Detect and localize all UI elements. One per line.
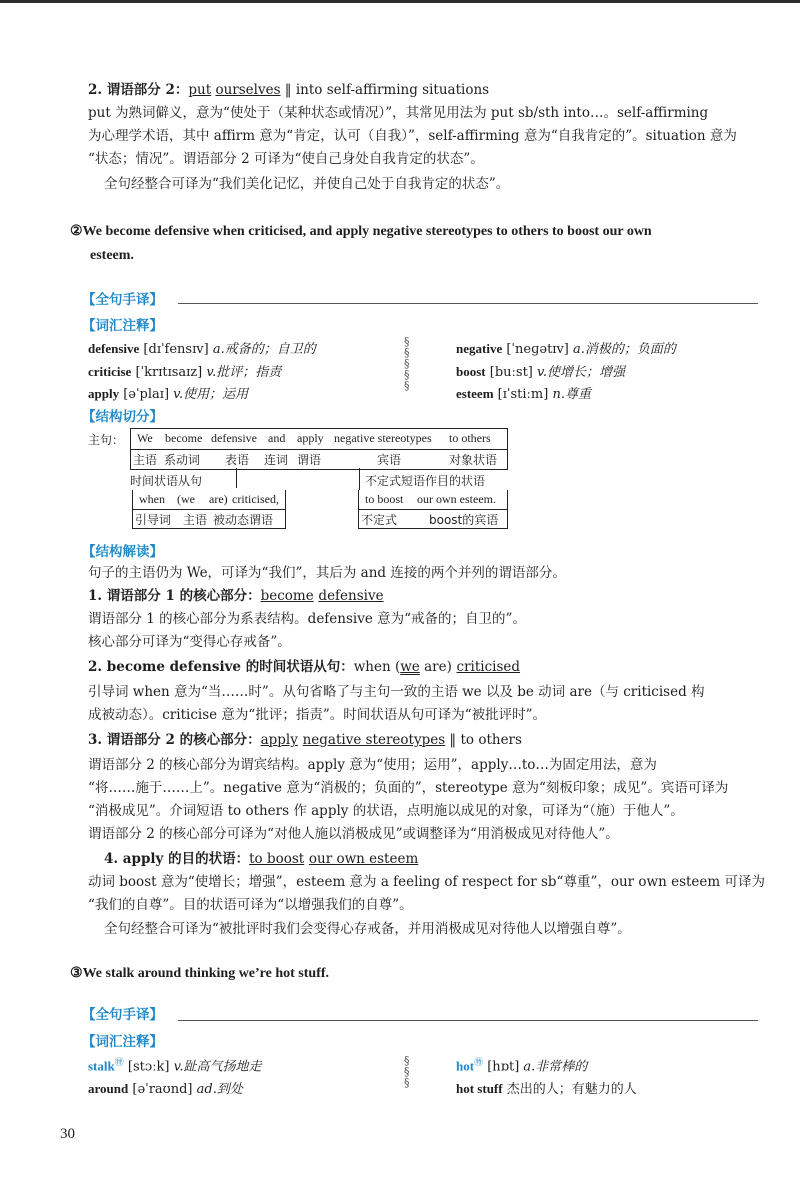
role-label: 引导词 [135, 513, 172, 527]
paragraph-line: 成被动态）。criticise 意为“批评；指责”。时间状语从句可译为“被批评时”。 [88, 707, 547, 723]
paragraph-line: 动词 boost 意为“使增长；增强”，esteem 意为 a feeling of respect for sb“尊重”，our own esteem 可译为 [88, 874, 766, 890]
paragraph-line: “将……施于……上”。negative 意为“消极的；负面的”，stereotype 意为“刻板印象；成见”。宾语可译为 [88, 780, 729, 796]
tag-structure-reading: 【结构解读】 [82, 544, 163, 560]
token: We [137, 431, 153, 445]
token: when [139, 492, 165, 506]
connector-line [236, 468, 237, 488]
paragraph-line: “消极成见”。介词短语 to others 作 apply 的状语，点明施以成见的对象，可译为“（施）于他人”。 [88, 803, 684, 819]
paragraph-line: put 为熟词僻义，意为“使处于（某种状态或情况）”，其常见用法为 put sb/sth into…。self-affirming [88, 105, 709, 121]
squiggle-divider: § § § § § [404, 335, 409, 392]
token: and [268, 431, 286, 445]
token: criticised, [232, 492, 279, 506]
paragraph-line: 句子的主语仍为 We，可译为“我们”，其后为 and 连接的两个并列的谓语部分。 [88, 565, 566, 581]
token: are) [209, 492, 228, 506]
sentence-2-line-2: esteem. [90, 248, 134, 263]
token: to others [449, 431, 491, 445]
role-label: 不定式 [361, 513, 398, 527]
paragraph-line: 谓语部分 1 的核心部分为系表结构。defensive 意为“戒备的；自卫的”。 [88, 611, 526, 627]
paragraph-line: 谓语部分 2 的核心部分可译为“对他人施以消极成见”或调整译为“用消极成见对待他人”。 [88, 826, 619, 842]
tag-vocabulary: 【词汇注释】 [82, 1034, 163, 1050]
token: our own esteem. [417, 492, 496, 506]
vocab-entry: hot㊕ [hɒt] a.非常棒的 [456, 1058, 588, 1075]
vocab-entry: negative [ˈneɡətɪv] a.消极的；负面的 [456, 341, 676, 357]
tag-full-translation: 【全句手译】 [82, 292, 163, 308]
vocab-entry: esteem [ɪˈstiːm] n.尊重 [456, 386, 591, 402]
role-label: 被动态谓语 [213, 513, 274, 527]
page-number: 30 [60, 1126, 75, 1142]
role-label: 谓语 [297, 453, 322, 467]
vocab-entry: around [əˈraʊnd] ad.到处 [88, 1081, 243, 1097]
token: defensive [211, 431, 257, 445]
role-divider [133, 509, 285, 510]
paragraph-line: “状态；情况”。谓语部分 2 可译为“使自己身处自我肯定的状态”。 [88, 151, 484, 167]
time-clause-box [132, 490, 286, 529]
summary-line: 全句经整合可译为“被批评时我们会变得心存戒备，并用消极成见对待他人以增强自尊”。 [104, 921, 631, 937]
vocab-entry: defensive [dɪˈfensɪv] a.戒备的；自卫的 [88, 341, 316, 357]
translation-answer-line[interactable] [178, 1020, 758, 1021]
role-label: boost的宾语 [429, 513, 499, 527]
paragraph-line: 为心理学术语，其中 affirm 意为“肯定，认可（自我）”，self-affirming 意为“自我肯定的”。situation 意为 [88, 128, 737, 144]
tag-full-translation: 【全句手译】 [82, 1007, 163, 1023]
role-label: 宾语 [377, 453, 402, 467]
tag-structure-split: 【结构切分】 [82, 409, 163, 425]
role-label: 对象状语 [449, 453, 498, 467]
sentence-3: ③We stalk around thinking we’re hot stuff. [70, 966, 330, 981]
token: to boost [365, 492, 404, 506]
paragraph-line: 引导词 when 意为“当……时”。从句省略了与主句一致的主语 we 以及 be 动词 are（与 criticised 构 [88, 684, 705, 700]
squiggle-divider: § § § [404, 1054, 409, 1089]
token: (we [177, 492, 195, 506]
section-heading-predicate-2: 2. 谓语部分 2：put ourselves ‖ into self-affirming situations [88, 82, 490, 98]
heading-time-clause: 2. become defensive 的时间状语从句：when (we are) criticised [88, 659, 521, 675]
vocab-entry: stalk㊕ [stɔːk] v.趾高气扬地走 [88, 1058, 262, 1075]
token: become [165, 431, 203, 445]
role-divider [131, 449, 507, 450]
translation-answer-line[interactable] [178, 303, 758, 304]
role-label: 主语 [183, 513, 208, 527]
heading-predicate-1: 1. 谓语部分 1 的核心部分：become defensive [88, 588, 384, 604]
vocab-entry: apply [əˈplaɪ] v.使用；运用 [88, 386, 249, 402]
token: negative stereotypes [334, 431, 432, 445]
paragraph-line: “我们的自尊”。目的状语可译为“以增强我们的自尊”。 [88, 897, 413, 913]
token: apply [297, 431, 324, 445]
role-label: 表语 [225, 453, 250, 467]
note-purpose-clause: 不定式短语作目的状语 [365, 474, 486, 488]
connector-line [359, 468, 360, 490]
vocab-entry: criticise [ˈkrɪtɪsaɪz] v.批评；指责 [88, 364, 282, 380]
summary-line: 全句经整合可译为“我们美化记忆，并使自己处于自我肯定的状态”。 [104, 176, 510, 192]
role-label: 系动词 [164, 453, 201, 467]
note-time-clause: 时间状语从句 [130, 474, 203, 488]
main-clause-label: 主句： [88, 433, 125, 447]
paragraph-line: 核心部分可译为“变得心存戒备”。 [88, 634, 291, 650]
heading-predicate-2: 3. 谓语部分 2 的核心部分：apply negative stereotypes ‖ to others [88, 732, 522, 748]
infinitive-box [358, 490, 508, 529]
heading-purpose: 4. apply 的目的状语：to boost our own esteem [104, 851, 419, 867]
role-label: 主语 [133, 453, 158, 467]
tag-vocabulary: 【词汇注释】 [82, 318, 163, 334]
paragraph-line: 谓语部分 2 的核心部分为谓宾结构。apply 意为“使用；运用”，apply…to…为固定用法，意为 [88, 757, 657, 773]
main-clause-box [130, 428, 508, 470]
sentence-2-line-1: ②We become defensive when criticised, and apply negative stereotypes to others to boost our own [70, 224, 652, 239]
vocab-entry: hot stuff 杰出的人；有魅力的人 [456, 1081, 637, 1097]
vocab-entry: boost [buːst] v.使增长；增强 [456, 364, 625, 380]
role-label: 连词 [264, 453, 289, 467]
top-rule [0, 0, 800, 3]
role-divider [359, 509, 507, 510]
